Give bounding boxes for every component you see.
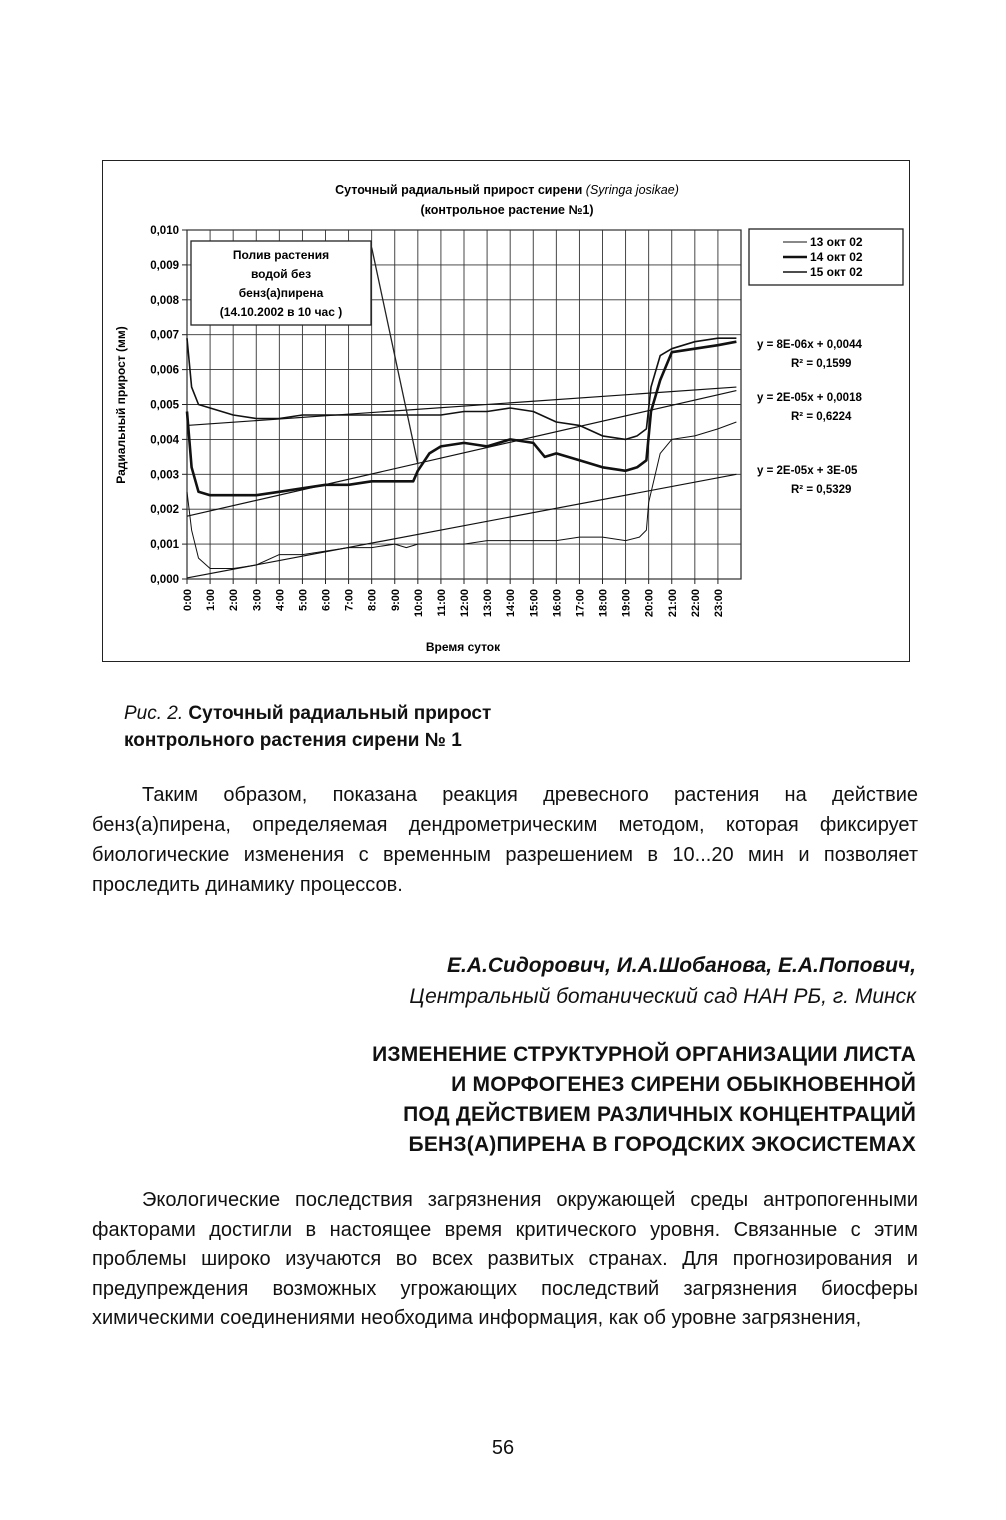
chart-title-part-a: Суточный радиальный прирост сирени	[335, 183, 586, 197]
x-tick-label: 21:00	[666, 589, 679, 618]
y-tick-label: 0,000	[150, 574, 179, 586]
y-tick-label: 0,002	[150, 504, 179, 517]
legend-label-13: 13 окт 02	[810, 235, 863, 249]
regression-equations	[757, 339, 862, 496]
regression-eq-2: y = 2E-05x + 0,0018	[757, 392, 862, 404]
annotation-line-4: (14.10.2002 в 10 час )	[219, 305, 343, 319]
regression-r2-1: R² = 0,1599	[791, 358, 852, 370]
x-tick-label: 17:00	[574, 589, 587, 618]
x-tick-label: 4:00	[274, 589, 287, 612]
title-line-3: ПОД ДЕЙСТВИЕМ РАЗЛИЧНЫХ КОНЦЕНТРАЦИЙ	[403, 1103, 916, 1126]
x-tick-label: 5:00	[297, 589, 310, 612]
trendline	[187, 391, 736, 517]
chart-svg	[103, 161, 911, 663]
y-tick-label: 0,007	[150, 329, 179, 342]
article-title	[196, 1040, 916, 1160]
title-line-2: И МОРФОГЕНЕЗ СИРЕНИ ОБЫКНОВЕННОЙ	[451, 1073, 916, 1096]
regression-r2-2: R² = 0,6224	[791, 411, 852, 423]
x-axis-label: Время суток	[425, 640, 501, 654]
regression-r2-3: R² = 0,5329	[791, 484, 852, 496]
annotation-line-3: бенз(а)пирена	[238, 286, 324, 300]
x-tick-label: 23:00	[712, 589, 725, 618]
y-tick-label: 0,005	[150, 399, 179, 412]
x-tick-label: 9:00	[389, 589, 402, 612]
x-tick-label: 18:00	[597, 589, 610, 618]
x-tick-label: 2:00	[228, 589, 241, 612]
trendline	[187, 387, 736, 425]
y-axis-label: Радиальный прирост (мм)	[114, 326, 128, 484]
legend	[749, 229, 903, 285]
trendlines	[187, 387, 736, 578]
paragraph-intro: Экологические последствия загрязнения окружающей среды антропогенными факторами достигли в настоящее время критического уровня. Связанные с этим проблемы широко изучаются во всех развитых странах. Для прогнозирования и предупреждения возможных угрожающих последствий загрязнения биосферы химическими соединениями необходима информация, как об уровне загрязнения,	[92, 1189, 918, 1329]
series-line	[187, 338, 736, 439]
authors-block	[409, 950, 916, 1012]
x-tick-label: 20:00	[643, 589, 656, 618]
x-tick-label: 3:00	[251, 589, 264, 612]
title-line-4: БЕНЗ(А)ПИРЕНА В ГОРОДСКИХ ЭКОСИСТЕМАХ	[408, 1133, 916, 1156]
x-tick-label: 19:00	[620, 589, 633, 618]
paragraph-conclusion: Таким образом, показана реакция древесного растения на действие бенз(а)пирена, определяемая дендрометрическим методом, которая фиксирует биологические изменения с временным разрешением в 10...20 мин и позволяет проследить динамику процессов.	[92, 784, 918, 896]
chart-title-line2: (контрольное растение №1)	[420, 203, 594, 217]
y-tick-label: 0,004	[150, 434, 179, 447]
y-tick-label: 0,001	[150, 539, 179, 552]
caption-text-2: контрольного растения сирени № 1	[124, 730, 462, 751]
chart-figure	[102, 160, 910, 662]
x-tick-label: 10:00	[412, 589, 425, 618]
y-tick-label: 0,008	[150, 294, 179, 307]
regression-eq-3: y = 2E-05x + 3E-05	[757, 465, 858, 477]
x-tick-label: 22:00	[689, 589, 702, 618]
x-tick-label: 15:00	[528, 589, 541, 618]
title-line-1: ИЗМЕНЕНИЕ СТРУКТУРНОЙ ОРГАНИЗАЦИИ ЛИСТА	[372, 1043, 916, 1066]
author-affiliation: Центральный ботанический сад НАН РБ, г. Минск	[409, 985, 916, 1008]
y-tick-label: 0,006	[150, 364, 179, 377]
x-tick-label: 13:00	[482, 589, 495, 618]
caption-label: Рис. 2.	[124, 703, 189, 724]
x-tick-label: 12:00	[459, 589, 471, 618]
y-tick-label: 0,010	[150, 225, 179, 237]
x-tick-label: 0:00	[182, 589, 194, 612]
x-tick-label: 8:00	[366, 589, 379, 612]
legend-label-15: 15 окт 02	[810, 265, 863, 279]
chart-title-species: (Syringa josikae)	[585, 183, 679, 197]
figure-caption	[124, 700, 684, 754]
x-tick-label: 6:00	[320, 589, 333, 612]
author-names: Е.А.Сидорович, И.А.Шобанова, Е.А.Попович,	[446, 954, 916, 977]
x-tick-label: 11:00	[435, 589, 448, 617]
x-tick-label: 1:00	[205, 589, 218, 612]
x-tick-label: 7:00	[343, 589, 356, 612]
chart-title-line1	[335, 183, 679, 197]
annotation-line-2: водой без	[250, 267, 312, 281]
page-number: 56	[491, 1437, 515, 1459]
legend-label-14: 14 окт 02	[810, 250, 863, 264]
y-tick-label: 0,009	[150, 259, 179, 272]
annotation-box	[191, 241, 371, 325]
annotation-line-1: Полив растения	[232, 248, 330, 262]
x-tick-label: 16:00	[551, 589, 564, 618]
caption-text-1: Суточный радиальный прирост	[188, 703, 492, 724]
trendline	[187, 474, 736, 578]
y-tick-label: 0,003	[150, 469, 179, 482]
regression-eq-1: y = 8E-06x + 0,0044	[757, 339, 862, 351]
x-tick-label: 14:00	[505, 589, 518, 618]
